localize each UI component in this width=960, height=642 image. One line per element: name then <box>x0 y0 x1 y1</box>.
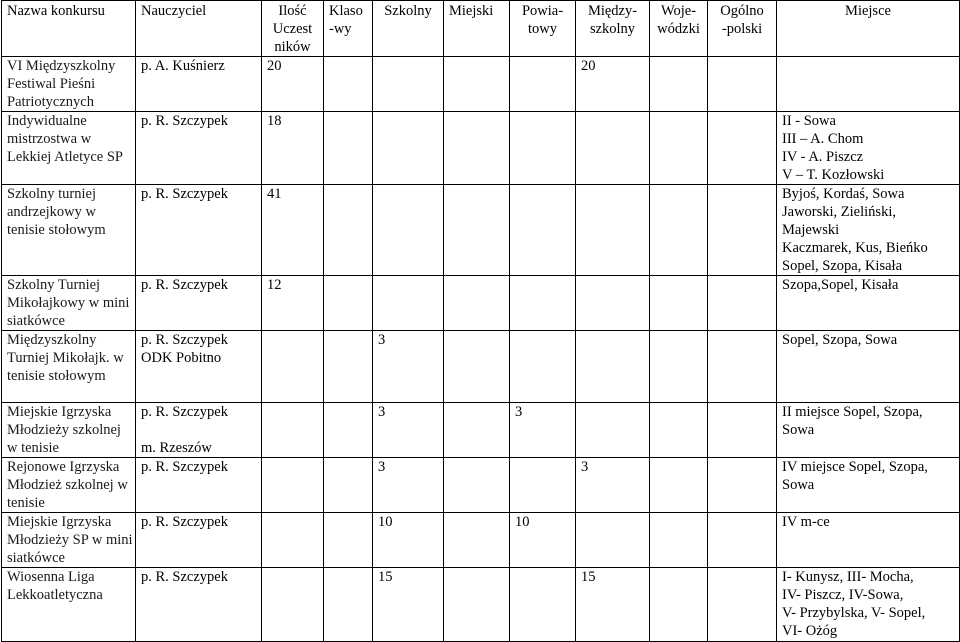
cell-voivodeship <box>650 458 708 513</box>
header-city: Miejski <box>444 1 510 57</box>
cell-competition: VI Międzyszkolny Festiwal Pieśni Patriotycznych <box>2 57 136 112</box>
competitions-table <box>1 0 960 642</box>
cell-participants: 41 <box>262 185 324 276</box>
cell-interschool <box>576 331 650 403</box>
table-header <box>2 1 960 57</box>
table-row <box>2 458 960 513</box>
cell-participants <box>262 331 324 403</box>
cell-teacher: p. R. Szczypek ODK Pobitno <box>136 331 262 403</box>
cell-interschool <box>576 185 650 276</box>
cell-county <box>510 57 576 112</box>
cell-voivodeship <box>650 513 708 568</box>
cell-participants <box>262 568 324 642</box>
cell-place: Byjoś, Kordaś, Sowa Jaworski, Zieliński, Majewski Kaczmarek, Kus, Bieńko Sopel, Szopa, Kisała <box>777 185 960 276</box>
cell-school <box>373 112 444 185</box>
cell-place: IV miejsce Sopel, Szopa, Sowa <box>777 458 960 513</box>
cell-place: Sopel, Szopa, Sowa <box>777 331 960 403</box>
cell-teacher: p. R. Szczypek <box>136 458 262 513</box>
cell-school: 10 <box>373 513 444 568</box>
cell-participants <box>262 513 324 568</box>
cell-county <box>510 458 576 513</box>
cell-place: IV m-ce <box>777 513 960 568</box>
cell-classes <box>324 513 373 568</box>
header-school: Szkolny <box>373 1 444 57</box>
cell-competition: Szkolny turniej andrzejkowy w tenisie stołowym <box>2 185 136 276</box>
table-row <box>2 331 960 403</box>
cell-classes <box>324 458 373 513</box>
header-place: Miejsce <box>777 1 960 57</box>
cell-county <box>510 276 576 331</box>
cell-national <box>708 403 777 458</box>
cell-competition: Indywidualne mistrzostwa w Lekkiej Atletyce SP <box>2 112 136 185</box>
cell-competition: Szkolny Turniej Mikołajkowy w mini siatkówce <box>2 276 136 331</box>
cell-national <box>708 276 777 331</box>
cell-voivodeship <box>650 568 708 642</box>
table-row <box>2 276 960 331</box>
cell-classes <box>324 403 373 458</box>
cell-competition: Wiosenna Liga Lekkoatletyczna <box>2 568 136 642</box>
cell-teacher: p. R. Szczypek <box>136 513 262 568</box>
cell-teacher: p. R. Szczypek m. Rzeszów <box>136 403 262 458</box>
cell-teacher: p. R. Szczypek <box>136 568 262 642</box>
cell-classes <box>324 112 373 185</box>
cell-voivodeship <box>650 276 708 331</box>
cell-competition: Międzyszkolny Turniej Mikołajk. w tenisie stołowym <box>2 331 136 403</box>
cell-voivodeship <box>650 112 708 185</box>
cell-participants <box>262 458 324 513</box>
cell-teacher: p. R. Szczypek <box>136 185 262 276</box>
cell-voivodeship <box>650 185 708 276</box>
header-county: Powia- towy <box>510 1 576 57</box>
cell-national <box>708 331 777 403</box>
table-row <box>2 112 960 185</box>
cell-city <box>444 276 510 331</box>
cell-national <box>708 185 777 276</box>
header-voivodeship: Woje- wódzki <box>650 1 708 57</box>
cell-participants: 18 <box>262 112 324 185</box>
cell-school: 3 <box>373 403 444 458</box>
table-row <box>2 568 960 642</box>
cell-city <box>444 331 510 403</box>
cell-city <box>444 458 510 513</box>
cell-interschool <box>576 403 650 458</box>
header-interschool: Między- szkolny <box>576 1 650 57</box>
cell-competition: Miejskie Igrzyska Młodzieży szkolnej w tenisie <box>2 403 136 458</box>
cell-school: 3 <box>373 458 444 513</box>
cell-teacher: p. R. Szczypek <box>136 276 262 331</box>
cell-school: 15 <box>373 568 444 642</box>
header-competition: Nazwa konkursu <box>2 1 136 57</box>
cell-voivodeship <box>650 403 708 458</box>
cell-city <box>444 57 510 112</box>
cell-teacher: p. A. Kuśnierz <box>136 57 262 112</box>
cell-school <box>373 276 444 331</box>
cell-competition: Rejonowe Igrzyska Młodzież szkolnej w tenisie <box>2 458 136 513</box>
header-classes: Klaso -wy <box>324 1 373 57</box>
cell-competition: Miejskie Igrzyska Młodzieży SP w mini siatkówce <box>2 513 136 568</box>
cell-interschool: 3 <box>576 458 650 513</box>
cell-national <box>708 513 777 568</box>
cell-national <box>708 112 777 185</box>
header-national: Ogólno -polski <box>708 1 777 57</box>
cell-city <box>444 185 510 276</box>
cell-county <box>510 185 576 276</box>
table-body <box>2 57 960 642</box>
cell-classes <box>324 185 373 276</box>
cell-school: 3 <box>373 331 444 403</box>
cell-place: II miejsce Sopel, Szopa, Sowa <box>777 403 960 458</box>
cell-classes <box>324 331 373 403</box>
table-row <box>2 403 960 458</box>
cell-school <box>373 57 444 112</box>
cell-voivodeship <box>650 57 708 112</box>
cell-city <box>444 112 510 185</box>
cell-teacher: p. R. Szczypek <box>136 112 262 185</box>
cell-national <box>708 568 777 642</box>
cell-county <box>510 331 576 403</box>
cell-county <box>510 568 576 642</box>
cell-county <box>510 112 576 185</box>
cell-city <box>444 513 510 568</box>
cell-classes <box>324 57 373 112</box>
cell-interschool <box>576 112 650 185</box>
cell-place: Szopa,Sopel, Kisała <box>777 276 960 331</box>
cell-interschool <box>576 513 650 568</box>
table-row <box>2 57 960 112</box>
cell-place <box>777 57 960 112</box>
cell-voivodeship <box>650 331 708 403</box>
cell-participants: 20 <box>262 57 324 112</box>
cell-interschool <box>576 276 650 331</box>
cell-place: II - Sowa III – A. Chom IV - A. Piszcz V – T. Kozłowski <box>777 112 960 185</box>
table-row <box>2 185 960 276</box>
cell-city <box>444 568 510 642</box>
header-participants: Ilość Uczest ników <box>262 1 324 57</box>
cell-participants: 12 <box>262 276 324 331</box>
table-row <box>2 513 960 568</box>
cell-school <box>373 185 444 276</box>
cell-interschool: 15 <box>576 568 650 642</box>
cell-national <box>708 57 777 112</box>
cell-county: 3 <box>510 403 576 458</box>
cell-classes <box>324 568 373 642</box>
cell-classes <box>324 276 373 331</box>
cell-place: I- Kunysz, III- Mocha, IV- Piszcz, IV-Sowa, V- Przybylska, V- Sopel, VI- Ożóg <box>777 568 960 642</box>
cell-city <box>444 403 510 458</box>
cell-national <box>708 458 777 513</box>
header-row <box>2 1 960 57</box>
cell-county: 10 <box>510 513 576 568</box>
cell-interschool: 20 <box>576 57 650 112</box>
cell-participants <box>262 403 324 458</box>
header-teacher: Nauczyciel <box>136 1 262 57</box>
